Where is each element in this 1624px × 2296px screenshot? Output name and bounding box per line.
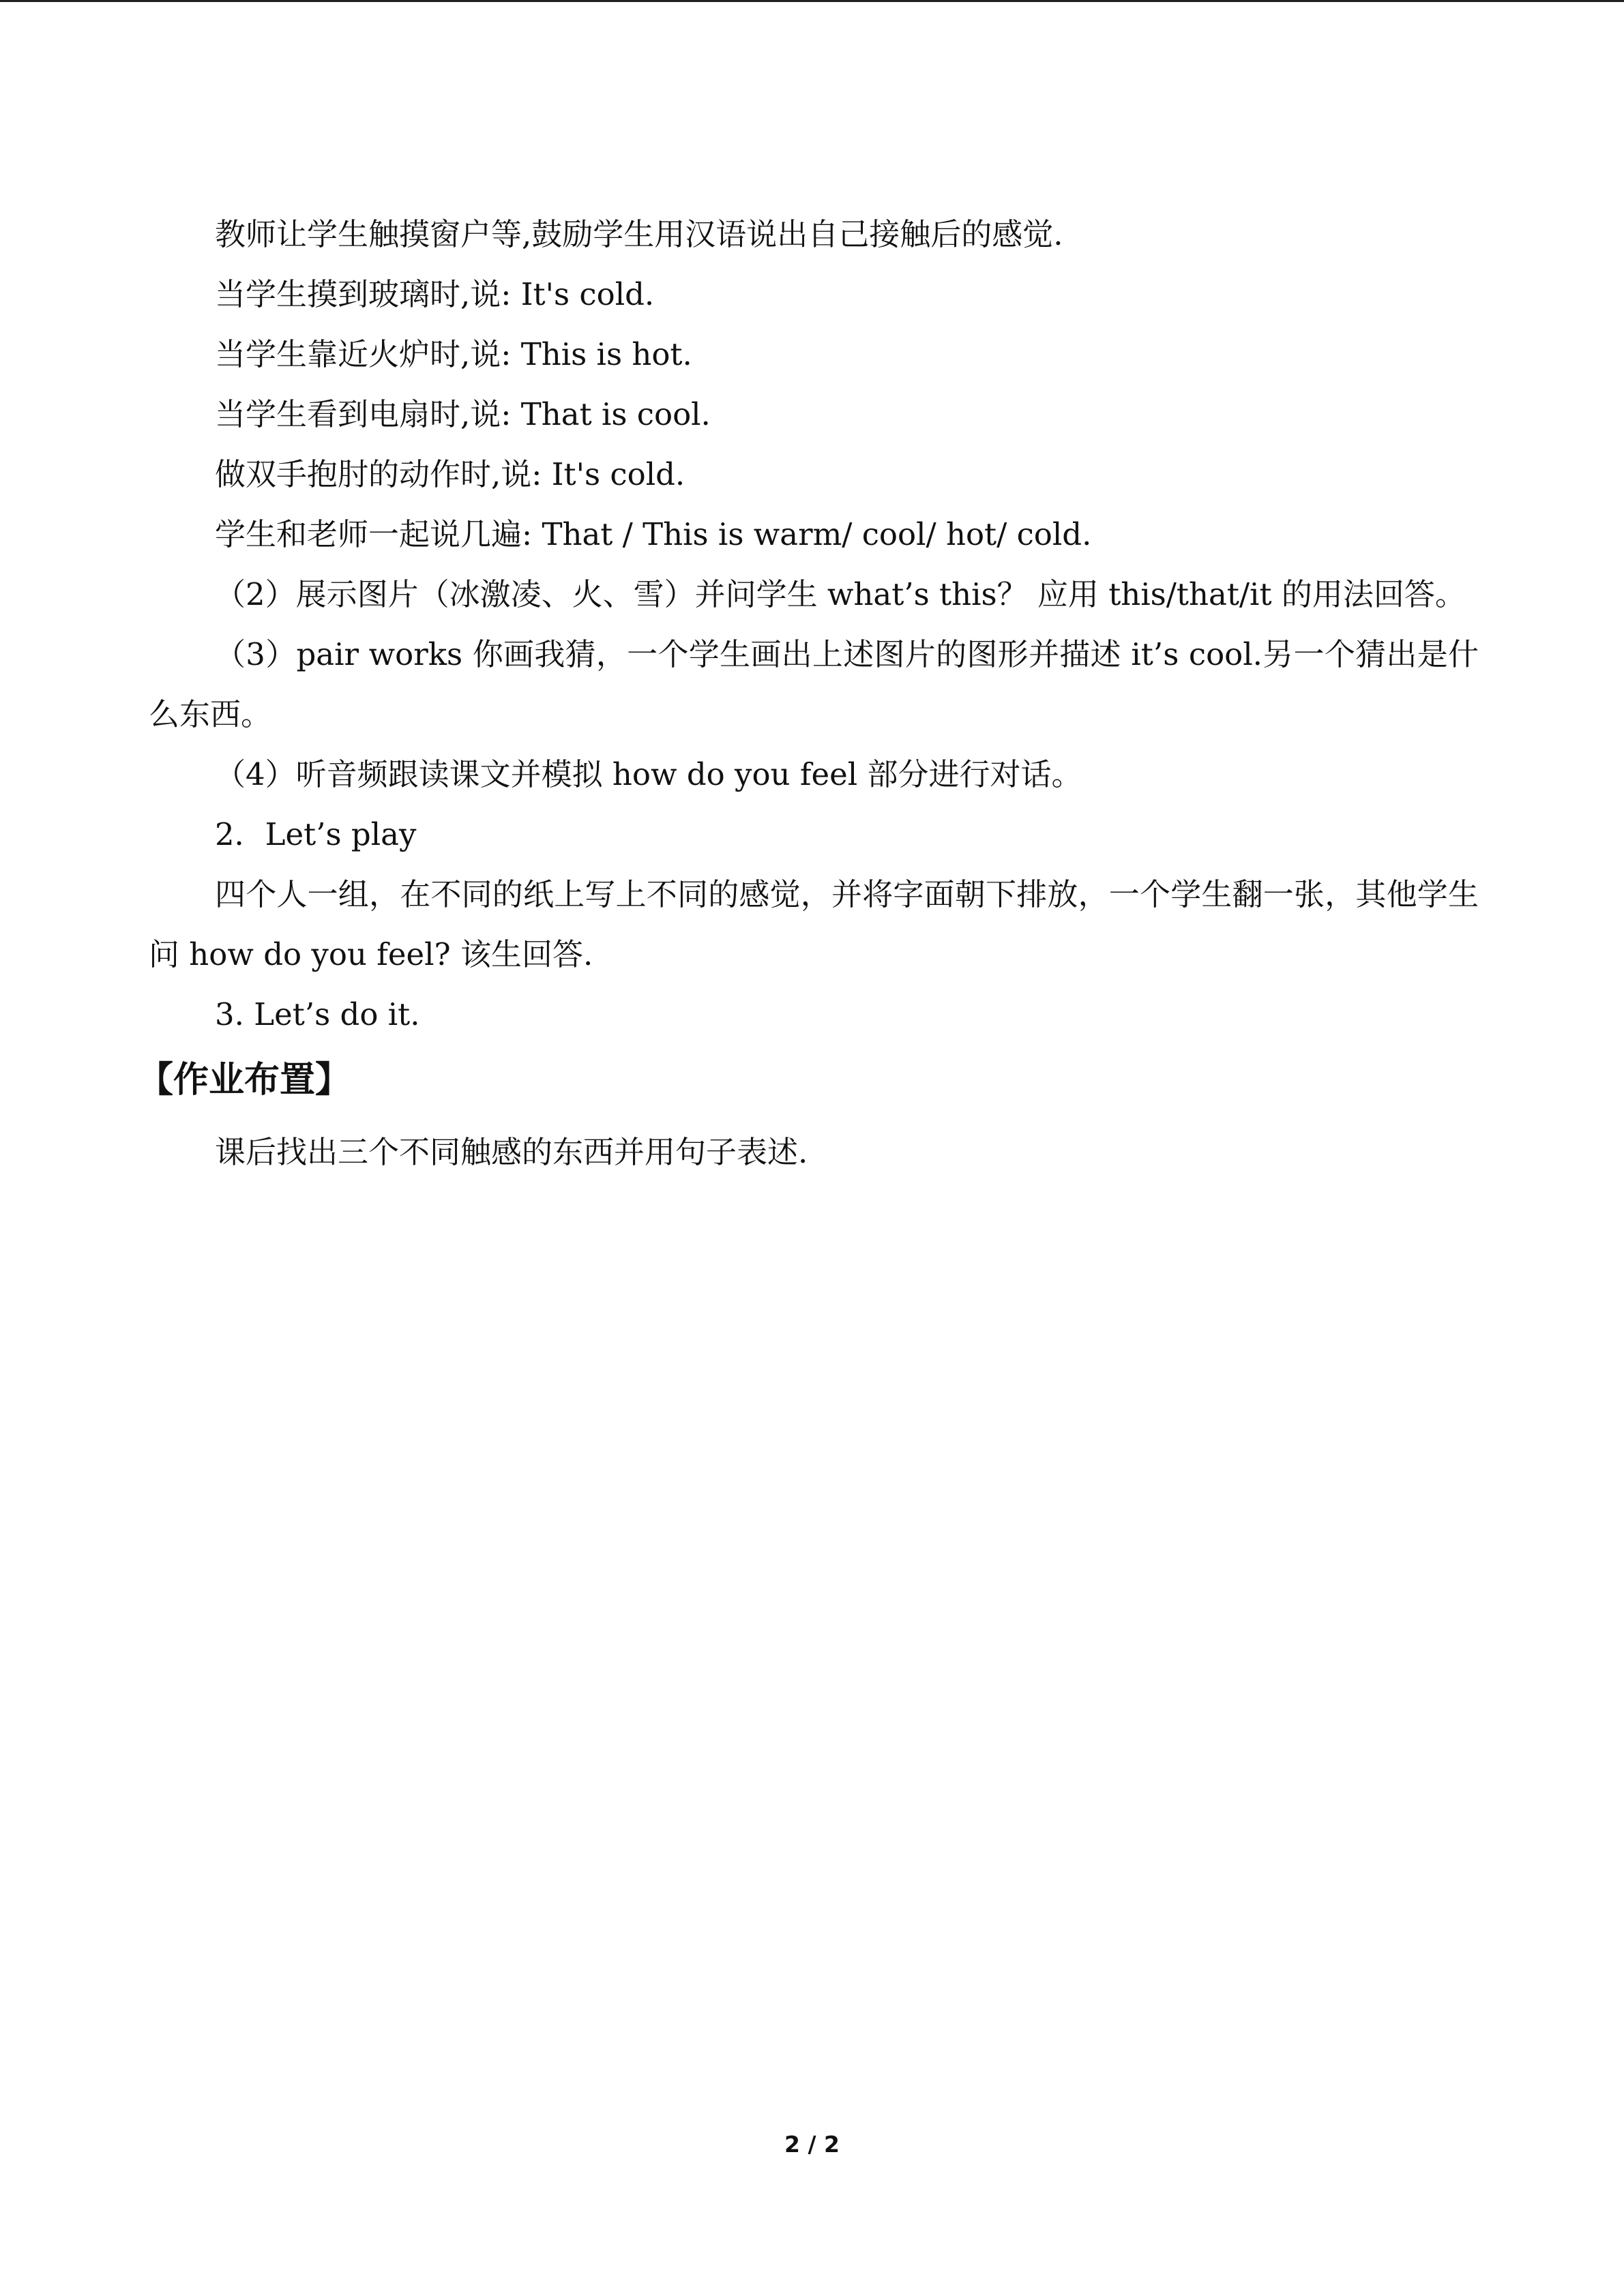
page-number: 2 / 2 [784, 2131, 840, 2158]
paragraph-line: （2）展示图片（冰激凌、火、雪）并问学生 what’s this？ 应用 this/that/it 的用法回答。 [215, 576, 1466, 612]
paragraph-line: 当学生看到电扇时,说: That is cool. [215, 396, 711, 432]
paragraph-pair-works: （3）pair works 你画我猜，一个学生画出上述图片的图形并描述 it’s cool.另一个猜出是什么东西。 [149, 636, 1479, 732]
section-lets-do-it: 3. Let’s do it. [215, 996, 420, 1032]
document-body [138, 205, 1479, 1182]
paragraph-line: 当学生靠近火炉时,说: This is hot. [215, 336, 692, 372]
paragraph-line: 学生和老师一起说几遍: That / This is warm/ cool/ hot/ cold. [215, 516, 1092, 552]
paragraph-line: （4）听音频跟读课文并模拟 how do you feel 部分进行对话。 [215, 756, 1082, 792]
paragraph-game-rules: 四个人一组，在不同的纸上写上不同的感觉，并将字面朝下排放，一个学生翻一张，其他学生问 how do you feel? 该生回答. [149, 876, 1479, 972]
top-border-rule [0, 0, 1624, 2]
homework-heading: 【作业布置】 [138, 1060, 351, 1101]
paragraph-line: 当学生摸到玻璃时,说: It's cold. [215, 276, 655, 312]
homework-text: 课后找出三个不同触感的东西并用句子表述. [215, 1134, 808, 1170]
paragraph-line: 教师让学生触摸窗户等,鼓励学生用汉语说出自己接触后的感觉. [215, 216, 1063, 252]
section-lets-play: 2．Let’s play [215, 816, 417, 852]
paragraph-line: 做双手抱肘的动作时,说: It's cold. [215, 456, 685, 492]
